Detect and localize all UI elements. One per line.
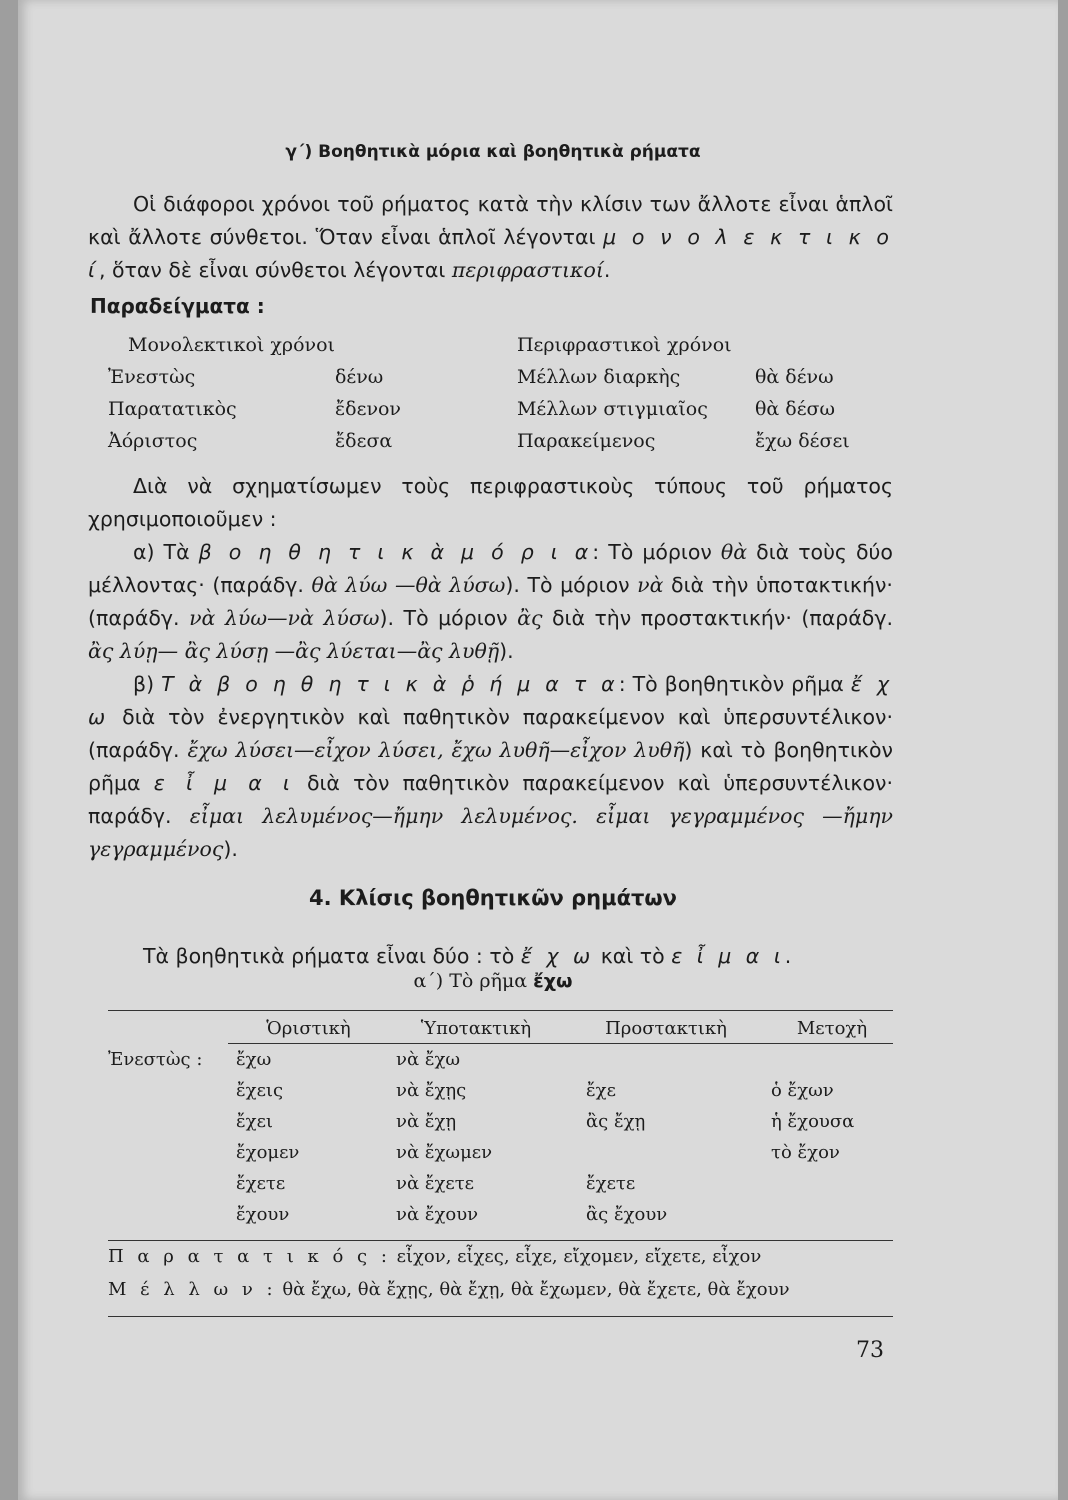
- alpha-italic: θὰ: [720, 540, 748, 564]
- alpha-text: ).: [499, 639, 514, 663]
- alpha-italic: θὰ λύω —θὰ λύσω: [311, 573, 506, 597]
- conj-row: [108, 1044, 893, 1075]
- examples-cell: [335, 334, 517, 366]
- alpha-text: : Τὸ μόριον: [592, 540, 712, 564]
- aux-text: καὶ τὸ: [600, 944, 665, 968]
- alpha-text: ). Τὸ μόριον: [505, 573, 630, 597]
- conj-header: Προστακτικὴ: [605, 1017, 727, 1039]
- conj-cell: ἔχω: [236, 1049, 272, 1070]
- usage-paragraph: Διὰ νὰ σχηματίσωμεν τοὺς περιφραστικοὺς τύπους τοῦ ρήματος χρησιμοποιοῦμεν :: [88, 474, 893, 531]
- conj-header: [108, 1012, 226, 1044]
- aux-text: Τὰ βοηθητικὰ ρήματα εἶναι δύο : τὸ: [143, 944, 515, 968]
- examples-cell-text: Ἀόριστος: [108, 430, 198, 452]
- final-rule: [108, 1316, 893, 1317]
- examples-cell: δένω: [334, 366, 384, 388]
- conj-cell: ἔχει: [236, 1111, 273, 1132]
- examples-cell-text: Παρατατικὸς: [108, 398, 237, 420]
- conj-header-row: [108, 1012, 893, 1044]
- page-number: 73: [856, 1338, 884, 1363]
- term-eimai: ε ἶ μ α ι: [153, 771, 294, 795]
- paratatikos-label: Π α ρ α τ α τ ι κ ό ς :: [108, 1246, 391, 1267]
- examples-row: [128, 366, 868, 398]
- sub-heading-verb: ἔχω: [533, 970, 573, 992]
- intro-paragraph: [88, 188, 893, 287]
- conj-cell: ἔχομεν: [236, 1142, 300, 1163]
- conj-header: Ὁριστικὴ: [266, 1017, 351, 1039]
- conj-cell: νὰ ἔχῃ: [396, 1111, 457, 1132]
- conj-cell: ἂς ἔχῃ: [586, 1111, 646, 1132]
- conj-row: [108, 1106, 893, 1137]
- conj-header: Μετοχὴ: [796, 1017, 868, 1039]
- examples-cell: [108, 366, 335, 398]
- term-echo: ἔ χ ω: [88, 672, 893, 729]
- intro-text: .: [603, 258, 611, 282]
- examples-cell: θὰ δέσω: [754, 398, 836, 420]
- sub-heading-text: α΄) Τὸ ρῆμα: [413, 970, 528, 992]
- beta-paragraph: [88, 668, 893, 866]
- mellon-label: Μ έ λ λ ω ν :: [108, 1279, 277, 1300]
- conj-cell: [746, 1168, 893, 1199]
- beta-italic: εἶμαι λελυμένος—ἤμην λελυμένος. εἶμαι γεγραμμένος —ἤμην γεγραμμένος: [88, 804, 893, 861]
- conj-cell: ἡ ἔχουσα: [771, 1111, 855, 1132]
- examples-cell: θὰ δένω: [754, 366, 834, 388]
- term-eimai: ε ἶ μ α ι: [671, 944, 785, 968]
- section-heading: γ΄) Βοηθητικὰ μόρια καὶ βοηθητικὰ ρήματα: [285, 142, 701, 162]
- beta-text: διὰ τὸν ἐνεργητικὸν καὶ παθητικὸν παρακείμενον καὶ ὑπερσυντέλικον· (παράδγ.: [88, 705, 893, 762]
- examples-row: [128, 334, 868, 366]
- alpha-italic: νὰ λύω—νὰ λύσω: [189, 606, 380, 630]
- aux-verbs-line: [143, 940, 903, 973]
- beta-italic: ἔχω λύσει—εἶχον λύσει, ἔχω λυθῆ—εἶχον λυθῆ: [187, 738, 685, 762]
- alpha-text: διὰ τὴν προστακτικήν· (παράδγ.: [551, 606, 893, 630]
- beta-text: β): [133, 672, 155, 696]
- conj-cell: [746, 1044, 893, 1075]
- examples-cell: ἔχω δέσει: [754, 430, 850, 452]
- conjugation-table: [108, 1012, 893, 1230]
- beta-text: ) καὶ τὸ βοηθητικὸν ρῆμα: [88, 738, 893, 795]
- conj-cell: Ἐνεστὼς :: [108, 1049, 203, 1070]
- examples-cell: ἔδεσα: [334, 430, 393, 452]
- examples-cell: Μέλλων διαρκὴς: [516, 366, 681, 388]
- conj-cell: ἂς ἔχουν: [586, 1204, 668, 1225]
- paratatikos-forms: εἶχον, εἶχες, εἶχε, εἴχομεν, εἴχετε, εἶχον: [396, 1246, 762, 1267]
- conj-cell: τὸ ἔχον: [771, 1142, 840, 1163]
- term-voithitika-rimata: Τ ὰ β ο η θ η τ ι κ ὰ ῥ ή μ α τ α: [161, 672, 619, 696]
- mellon-line: [108, 1279, 790, 1300]
- beta-text: ).: [223, 837, 238, 861]
- conj-cell: [556, 1044, 746, 1075]
- examples-cell: Μονολεκτικοὶ χρόνοι: [128, 334, 335, 356]
- examples-row: [128, 398, 868, 430]
- sub-heading: [88, 970, 898, 992]
- conj-row: [108, 1168, 893, 1199]
- alpha-text: διὰ τοὺς δύο μέλλοντας· (παράδγ.: [88, 540, 893, 597]
- examples-cell: Περιφραστικοὶ χρόνοι: [516, 334, 732, 356]
- conj-cell: [108, 1168, 226, 1199]
- conj-cell: νὰ ἔχωμεν: [396, 1142, 493, 1163]
- conj-row: [108, 1199, 893, 1230]
- conj-cell: [746, 1199, 893, 1230]
- examples-table: [108, 334, 868, 462]
- alpha-text: διὰ τὴν ὑποτακτικήν· (παράδγ.: [88, 573, 893, 630]
- conj-cell: [108, 1106, 226, 1137]
- examples-heading: Παραδείγματα :: [90, 294, 265, 318]
- examples-cell: [108, 430, 335, 462]
- conj-cell: νὰ ἔχουν: [396, 1204, 479, 1225]
- examples-cell: ἔδενον: [334, 398, 401, 420]
- conj-header: Ὑποτακτικὴ: [420, 1017, 532, 1039]
- conj-cell: ἔχετε: [236, 1173, 286, 1194]
- alpha-text: ). Τὸ μόριον: [379, 606, 508, 630]
- beta-text: διὰ τὸν παθητικὸν παρακείμενον καὶ ὑπερσυντέλικον· παράδγ.: [88, 771, 893, 828]
- term-voithitika-moria: β ο η θ η τ ι κ ὰ μ ό ρ ι α: [198, 540, 593, 564]
- intro-text: Οἱ διάφοροι χρόνοι τοῦ ρήματος κατὰ τὴν κλίσιν των ἄλλοτε εἶναι ἁπλοῖ καὶ ἄλλοτε σύνθετοι. Ὅταν εἶναι ἁπλοῖ λέγονται: [88, 192, 893, 249]
- alpha-italic: ἂς λύῃ— ἂς λύσῃ —ἂς λύεται—ἂς λυθῇ: [88, 639, 500, 663]
- table-top-rule: [108, 1010, 893, 1011]
- term-periphrastikoi: περιφραστικοί: [451, 258, 604, 282]
- alpha-italic: ἂς: [517, 606, 543, 630]
- conj-cell: νὰ ἔχετε: [396, 1173, 474, 1194]
- term-monolektikoi: μ ο ν ο λ ε κ τ ι κ ο ί: [88, 225, 893, 282]
- intro-text: , ὅταν δὲ εἶναι σύνθετοι λέγονται: [98, 258, 446, 282]
- paratatikos-line: [108, 1246, 761, 1267]
- beta-text: : Τὸ βοηθητικὸν ρῆμα: [618, 672, 844, 696]
- examples-row: [128, 430, 868, 462]
- conj-cell: νὰ ἔχω: [396, 1049, 461, 1070]
- conj-cell: ὁ ἔχων: [771, 1080, 834, 1101]
- conj-row: [108, 1075, 893, 1106]
- alpha-text: α) Τὰ: [133, 540, 190, 564]
- conj-row: [108, 1137, 893, 1168]
- conj-cell: ἔχε: [586, 1080, 616, 1101]
- conj-cell: νὰ ἔχῃς: [396, 1080, 467, 1101]
- chapter-heading: 4. Κλίσις βοηθητικῶν ρημάτων: [309, 886, 677, 910]
- examples-cell-text: Ἐνεστὼς: [108, 366, 196, 388]
- examples-cell: Παρακείμενος: [516, 430, 656, 452]
- conj-cell: [108, 1137, 226, 1168]
- aux-text: .: [784, 944, 792, 968]
- conj-cell: [108, 1199, 226, 1230]
- conj-cell: [108, 1075, 226, 1106]
- alpha-paragraph: [88, 536, 893, 668]
- examples-cell: [108, 398, 335, 430]
- conj-cell: ἔχετε: [586, 1173, 636, 1194]
- examples-cell: [755, 334, 868, 366]
- conj-cell: [556, 1137, 746, 1168]
- book-page: [18, 0, 1058, 1500]
- term-echo: ἔ χ ω: [520, 944, 595, 968]
- alpha-italic: νὰ: [637, 573, 664, 597]
- table-bottom-rule: [108, 1240, 893, 1241]
- conj-cell: ἔχεις: [236, 1080, 284, 1101]
- conj-cell: ἔχουν: [236, 1204, 290, 1225]
- mellon-forms: θὰ ἔχω, θὰ ἔχῃς, θὰ ἔχῃ, θὰ ἔχωμεν, θὰ ἔχετε, θὰ ἔχουν: [282, 1279, 790, 1300]
- examples-cell: Μέλλων στιγμιαῖος: [516, 398, 708, 420]
